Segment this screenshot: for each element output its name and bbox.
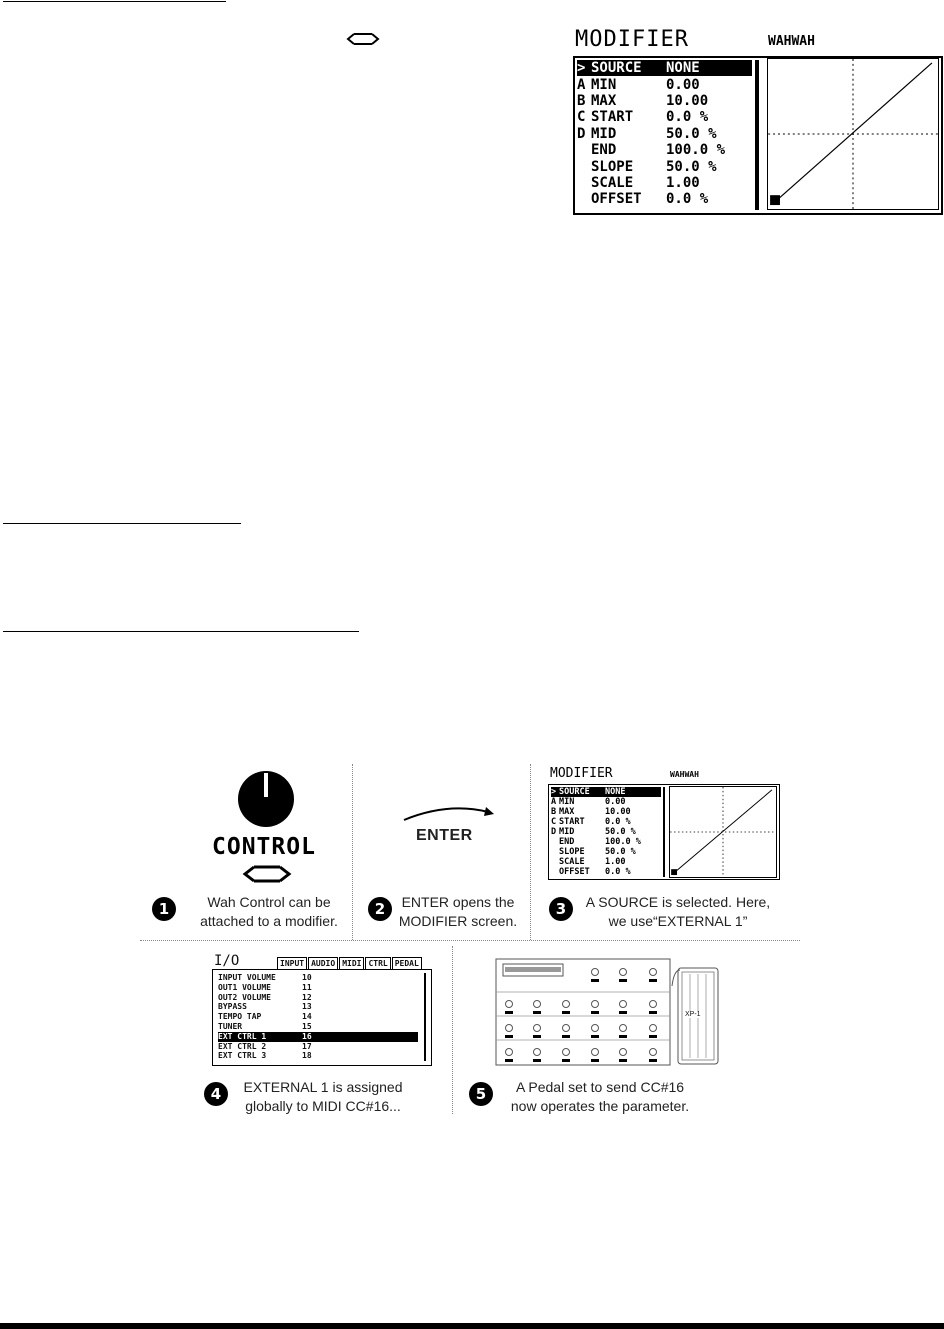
tab-input[interactable]: INPUT xyxy=(277,957,307,970)
parameter-row-source[interactable] xyxy=(551,787,661,797)
parameter-value: 1.00 xyxy=(666,174,700,191)
io-row-value: 11 xyxy=(302,982,312,992)
foot-controller-illustration xyxy=(495,958,671,1066)
parameter-value: NONE xyxy=(666,60,700,77)
io-row-value: 14 xyxy=(302,1012,312,1022)
section-rule-1 xyxy=(3,1,226,2)
col-separator-1 xyxy=(352,764,353,940)
io-scrollbar[interactable] xyxy=(424,973,426,1061)
parameter-row-slope[interactable] xyxy=(577,158,752,174)
parameter-row-scale[interactable] xyxy=(551,857,661,867)
caption-line: globally to MIDI CC#16... xyxy=(245,1098,401,1114)
parameter-value: 50.0 % xyxy=(666,125,717,142)
modifier-connector-icon xyxy=(242,864,292,884)
effect-name: WAHWAH xyxy=(768,34,815,49)
parameter-row-scale[interactable] xyxy=(577,175,752,191)
io-row[interactable] xyxy=(218,983,418,993)
step-3-badge: 3 xyxy=(549,897,573,921)
parameter-label: START xyxy=(591,109,634,126)
io-row[interactable] xyxy=(218,1002,418,1012)
io-row-label: EXT CTRL 1 xyxy=(218,1031,267,1041)
io-row-label: TUNER xyxy=(218,1022,243,1031)
parameter-row-max[interactable] xyxy=(551,807,661,817)
scrollbar[interactable] xyxy=(755,60,759,210)
parameter-value: 0.00 xyxy=(605,797,626,807)
parameter-value: NONE xyxy=(605,787,626,797)
col-separator-3 xyxy=(452,946,453,1114)
row-prefix: D xyxy=(551,827,557,837)
parameter-value: 100.0 % xyxy=(605,837,641,847)
caption-line: Wah Control can be xyxy=(207,894,331,910)
step-3-caption xyxy=(580,893,776,931)
io-row[interactable] xyxy=(218,1042,418,1052)
page-bottom-bar xyxy=(0,1323,944,1329)
io-row[interactable] xyxy=(218,1032,418,1042)
parameter-row-start[interactable] xyxy=(551,817,661,827)
parameter-row-min[interactable] xyxy=(577,76,752,92)
parameter-label: MID xyxy=(591,125,617,142)
parameter-value: 10.00 xyxy=(666,92,709,109)
parameter-value: 100.0 % xyxy=(666,142,726,159)
parameter-label: MIN xyxy=(559,797,575,807)
modifier-connector-icon xyxy=(346,32,380,46)
io-row-label: INPUT VOLUME xyxy=(218,973,276,982)
io-row-value: 16 xyxy=(302,1031,312,1041)
parameter-label: SCALE xyxy=(591,174,634,191)
section-rule-3 xyxy=(3,631,359,632)
io-row-value: 17 xyxy=(302,1041,312,1051)
parameter-row-offset[interactable] xyxy=(577,191,752,207)
tab-midi[interactable]: MIDI xyxy=(339,957,364,970)
parameter-value: 0.0 % xyxy=(605,867,631,877)
parameter-row-mid[interactable] xyxy=(577,126,752,142)
parameter-row-end[interactable] xyxy=(577,142,752,158)
parameter-label: START xyxy=(559,817,585,827)
parameter-value: 0.00 xyxy=(666,76,700,93)
step-2-badge: 2 xyxy=(368,897,392,921)
row-separator xyxy=(140,940,800,941)
row-prefix: A xyxy=(577,76,586,93)
row-prefix: > xyxy=(551,787,557,797)
parameter-value: 0.0 % xyxy=(666,109,709,126)
section-rule-2 xyxy=(3,523,241,524)
parameter-row-mid[interactable] xyxy=(551,827,661,837)
parameter-row-max[interactable] xyxy=(577,93,752,109)
tab-ctrl[interactable]: CTRL xyxy=(365,957,390,970)
tab-pedal[interactable]: PEDAL xyxy=(392,957,422,970)
parameter-row-min[interactable] xyxy=(551,797,661,807)
modifier-curve-graph xyxy=(767,58,939,210)
io-row-value: 10 xyxy=(302,973,312,982)
parameter-label: SLOPE xyxy=(591,158,634,175)
parameter-label: END xyxy=(591,142,617,159)
io-row-label: EXT CTRL 3 xyxy=(218,1051,267,1061)
parameter-row-offset[interactable] xyxy=(551,867,661,877)
step-1-caption xyxy=(188,893,350,931)
io-row-value: 13 xyxy=(302,1002,312,1012)
parameter-value: 50.0 % xyxy=(605,827,636,837)
io-row[interactable] xyxy=(218,1012,418,1022)
parameter-row-slope[interactable] xyxy=(551,847,661,857)
mini-curve-graph xyxy=(669,786,777,878)
io-title: I/O xyxy=(214,953,240,969)
parameter-row-source[interactable] xyxy=(577,60,752,76)
parameter-label: MAX xyxy=(559,807,575,817)
caption-line: A SOURCE is selected. Here, xyxy=(585,894,771,910)
io-row-value: 15 xyxy=(302,1022,312,1031)
row-prefix: D xyxy=(577,125,586,142)
mini-modifier-title: MODIFIER xyxy=(550,766,613,781)
io-row[interactable] xyxy=(218,973,418,983)
io-parameter-list xyxy=(212,973,418,1063)
col-separator-2 xyxy=(530,764,531,940)
row-prefix: B xyxy=(551,807,557,817)
step-4-caption xyxy=(234,1078,412,1116)
step-4-badge: 4 xyxy=(204,1082,228,1106)
mini-effect-name: WAHWAH xyxy=(670,770,699,779)
caption-line: ENTER opens the xyxy=(401,894,515,910)
pedal-model-label: XP-1 xyxy=(685,1011,701,1018)
tab-audio[interactable]: AUDIO xyxy=(308,957,338,970)
parameter-value: 0.0 % xyxy=(605,817,631,827)
io-row[interactable] xyxy=(218,993,418,1003)
caption-line: attached to a modifier. xyxy=(200,913,338,929)
io-row-label: OUT1 VOLUME xyxy=(218,982,271,992)
step-5-caption xyxy=(500,1078,700,1116)
mini-parameter-list xyxy=(551,787,661,877)
parameter-label: SLOPE xyxy=(559,847,585,857)
control-label: CONTROL xyxy=(212,834,316,860)
row-prefix: B xyxy=(577,92,586,109)
caption-line: EXTERNAL 1 is assigned xyxy=(243,1079,403,1095)
step-5-badge: 5 xyxy=(469,1082,493,1106)
io-row-value: 12 xyxy=(302,992,312,1002)
control-knob-icon xyxy=(237,770,295,828)
parameter-label: OFFSET xyxy=(559,867,590,877)
row-prefix: C xyxy=(577,109,586,126)
parameter-label: SOURCE xyxy=(591,60,642,77)
row-prefix: A xyxy=(551,797,557,807)
io-row[interactable] xyxy=(218,1022,418,1032)
step-1-badge: 1 xyxy=(152,897,176,921)
parameter-label: SCALE xyxy=(559,857,585,867)
caption-line: now operates the parameter. xyxy=(510,1098,690,1114)
mini-scrollbar[interactable] xyxy=(663,787,665,877)
parameter-value: 0.0 % xyxy=(666,191,709,208)
parameter-label: MIN xyxy=(591,76,617,93)
parameter-value: 10.00 xyxy=(605,807,631,817)
parameter-label: OFFSET xyxy=(591,191,642,208)
row-prefix: C xyxy=(551,817,557,827)
parameter-row-end[interactable] xyxy=(551,837,661,847)
parameter-list xyxy=(577,60,752,210)
parameter-value: 1.00 xyxy=(605,857,626,867)
parameter-label: SOURCE xyxy=(559,787,590,797)
io-row-label: OUT2 VOLUME xyxy=(218,992,271,1002)
caption-line: A Pedal set to send CC#16 xyxy=(515,1079,685,1095)
parameter-value: 50.0 % xyxy=(666,158,717,175)
parameter-label: END xyxy=(559,837,575,847)
step-2-caption xyxy=(396,893,520,931)
arrow-right-icon xyxy=(400,802,496,824)
io-row-label: BYPASS xyxy=(218,1002,247,1012)
enter-label: ENTER xyxy=(416,827,473,844)
row-prefix: > xyxy=(577,60,586,77)
io-row-label: EXT CTRL 2 xyxy=(218,1041,267,1051)
io-row-value: 18 xyxy=(302,1051,312,1061)
parameter-value: 50.0 % xyxy=(605,847,636,857)
caption-line: we use“EXTERNAL 1” xyxy=(608,913,748,929)
io-row-label: TEMPO TAP xyxy=(218,1012,262,1022)
io-row[interactable] xyxy=(218,1051,418,1061)
parameter-label: MID xyxy=(559,827,575,837)
caption-line: MODIFIER screen. xyxy=(398,913,518,929)
parameter-row-start[interactable] xyxy=(577,109,752,125)
parameter-label: MAX xyxy=(591,92,617,109)
modifier-title: MODIFIER xyxy=(575,27,689,52)
